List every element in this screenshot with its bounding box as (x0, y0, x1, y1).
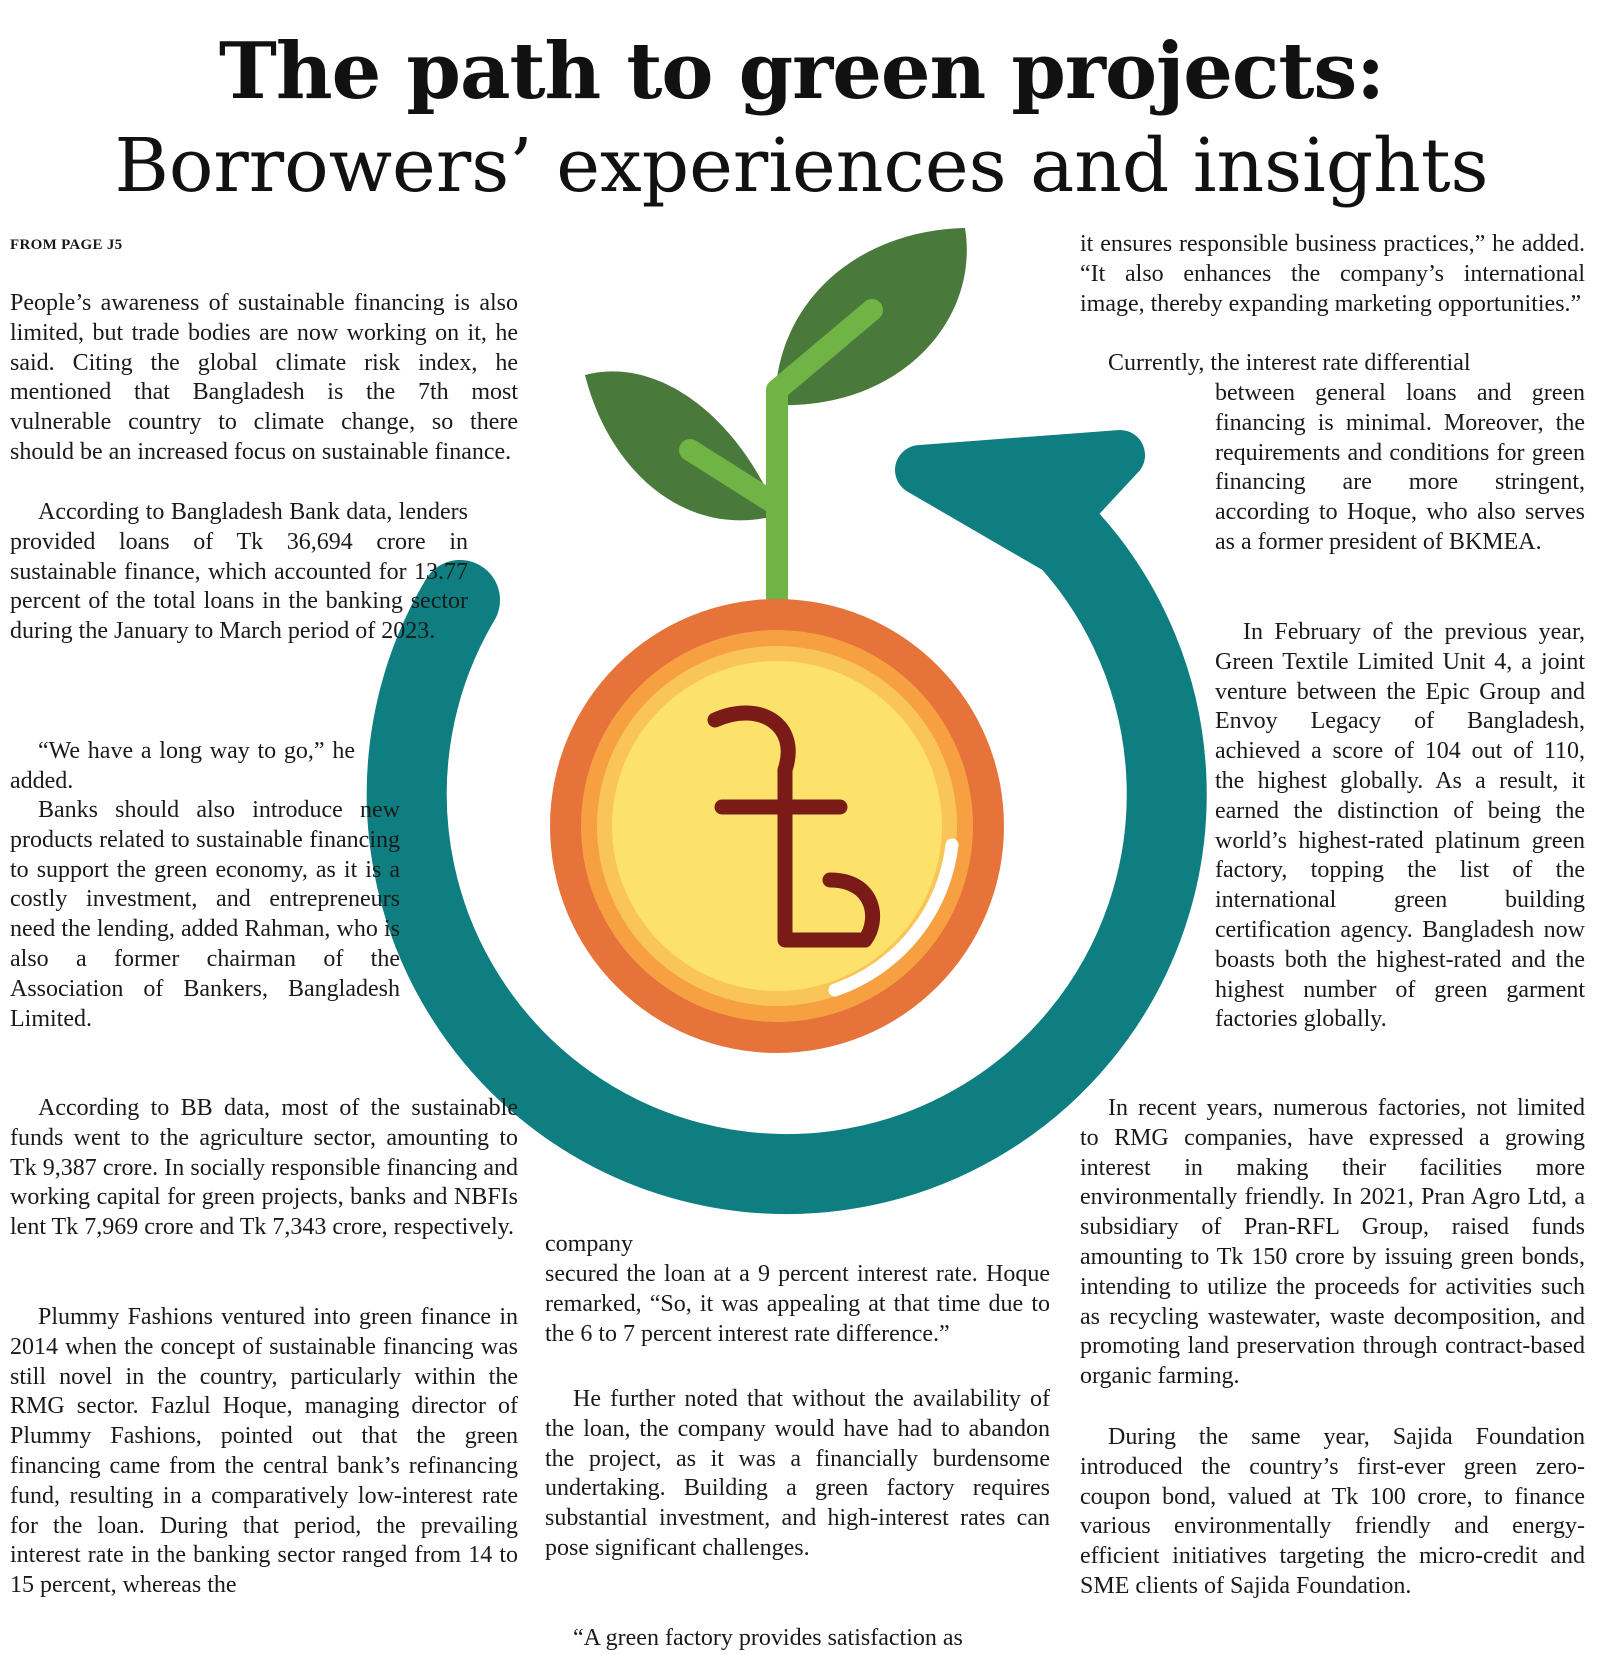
middle-paragraph-1: secured the loan at a 9 percent interest rate. Hoque remarked, “So, it was appealing at that time due to the 6 to 7 percent interest rate difference.” (545, 1261, 1050, 1347)
left-paragraph-3: “We have a long way to go,” he added. (10, 738, 355, 794)
left-paragraph-2: According to Bangladesh Bank data, lenders provided loans of Tk 36,694 crore in sustainable finance, which accounted for 13.77 percent of the total loans in the banking sector during the January to March period of 2023. (10, 499, 468, 645)
right-paragraph-2-lead: Currently, the interest rate differential (1108, 350, 1471, 376)
arrow-head-icon (920, 455, 1120, 585)
right-paragraph-3: In February of the previous year, Green Textile Limited Unit 4, a joint venture between the Epic Group and Envoy Legacy of Bangladesh, achieved a score of 104 out of 110, the highest globally. As a result, it earned the distinction of being the world’s highest-rated platinum green factory, topping the list of the international green building certification agency. Bangladesh now boasts both the highest-rated and the highest number of green garment factories globally. (1215, 619, 1585, 1033)
right-paragraph-4: In recent years, numerous factories, not limited to RMG companies, have expressed a growing interest in making their facilities more environmentally friendly. In 2021, Pran Agro Ltd, a subsidiary of Pran-RFL Group, raised funds amounting to Tk 150 crore by issuing green bonds, intending to utilize the proceeds for activities such as recycling wastewater, waste decomposition, and promoting land preservation through contract-based organic farming. (1080, 1095, 1585, 1390)
right-paragraph-5: During the same year, Sajida Foundation introduced the country’s first-ever green zero-coupon bond, valued at Tk 100 crore, to finance various environmentally friendly and energy-efficient initiatives targeting the micro-credit and SME clients of Sajida Foundation. (1080, 1424, 1585, 1599)
middle-paragraph-2: He further noted that without the availability of the loan, the company would have had to abandon the project, as it was a financially burdensome undertaking. Building a green factory requires substantial investment, and high-interest rates can pose significant challenges. (545, 1386, 1050, 1561)
middle-paragraph-3: “A green factory provides satisfaction as (573, 1625, 963, 1651)
headline-line-2: Borrowers’ experiences and insights (114, 123, 1489, 209)
left-paragraph-5: According to BB data, most of the sustainable funds went to the agriculture sector, amounting to Tk 9,387 crore. In socially responsible financing and working capital for green projects, banks and NBFIs lent Tk 7,969 crore and Tk 7,343 crore, respectively. (10, 1095, 518, 1241)
kicker-from-page: FROM PAGE J5 (10, 237, 123, 253)
left-paragraph-1: People’s awareness of sustainable financing is also limited, but trade bodies are now working on it, he said. Citing the global climate risk index, he mentioned that Bangladesh is the 7th most vulnerable country to climate change, so there should be an increased focus on sustainable finance. (10, 290, 518, 465)
right-paragraph-2: between general loans and green financing is minimal. Moreover, the requirements and conditions for green financing are more stringent, according to Hoque, who also serves as a former president of BKMEA. (1215, 380, 1585, 555)
right-paragraph-1: it ensures responsible business practices,” he added. “It also enhances the company’s international image, thereby expanding marketing opportunities.” (1080, 231, 1585, 317)
middle-paragraph-1-first-word: company (545, 1231, 633, 1257)
coin-face (612, 661, 942, 991)
headline-line-1: The path to green projects: (218, 26, 1385, 117)
left-paragraph-6: Plummy Fashions ventured into green finance in 2014 when the concept of sustainable financing was still novel in the country, particularly within the RMG sector. Fazlul Hoque, managing director of Plummy Fashions, pointed out that the green financing came from the central bank’s refinancing fund, resulting in a comparatively low-interest rate for the loan. During that period, the prevailing interest rate in the banking sector ranged from 14 to 15 percent, whereas the (10, 1304, 518, 1599)
left-paragraph-4: Banks should also introduce new products related to sustainable financing to support the green economy, as it is a costly investment, and entrepreneurs need the lending, added Rahman, who is also a former chairman of the Association of Bankers, Bangladesh Limited. (10, 797, 400, 1032)
